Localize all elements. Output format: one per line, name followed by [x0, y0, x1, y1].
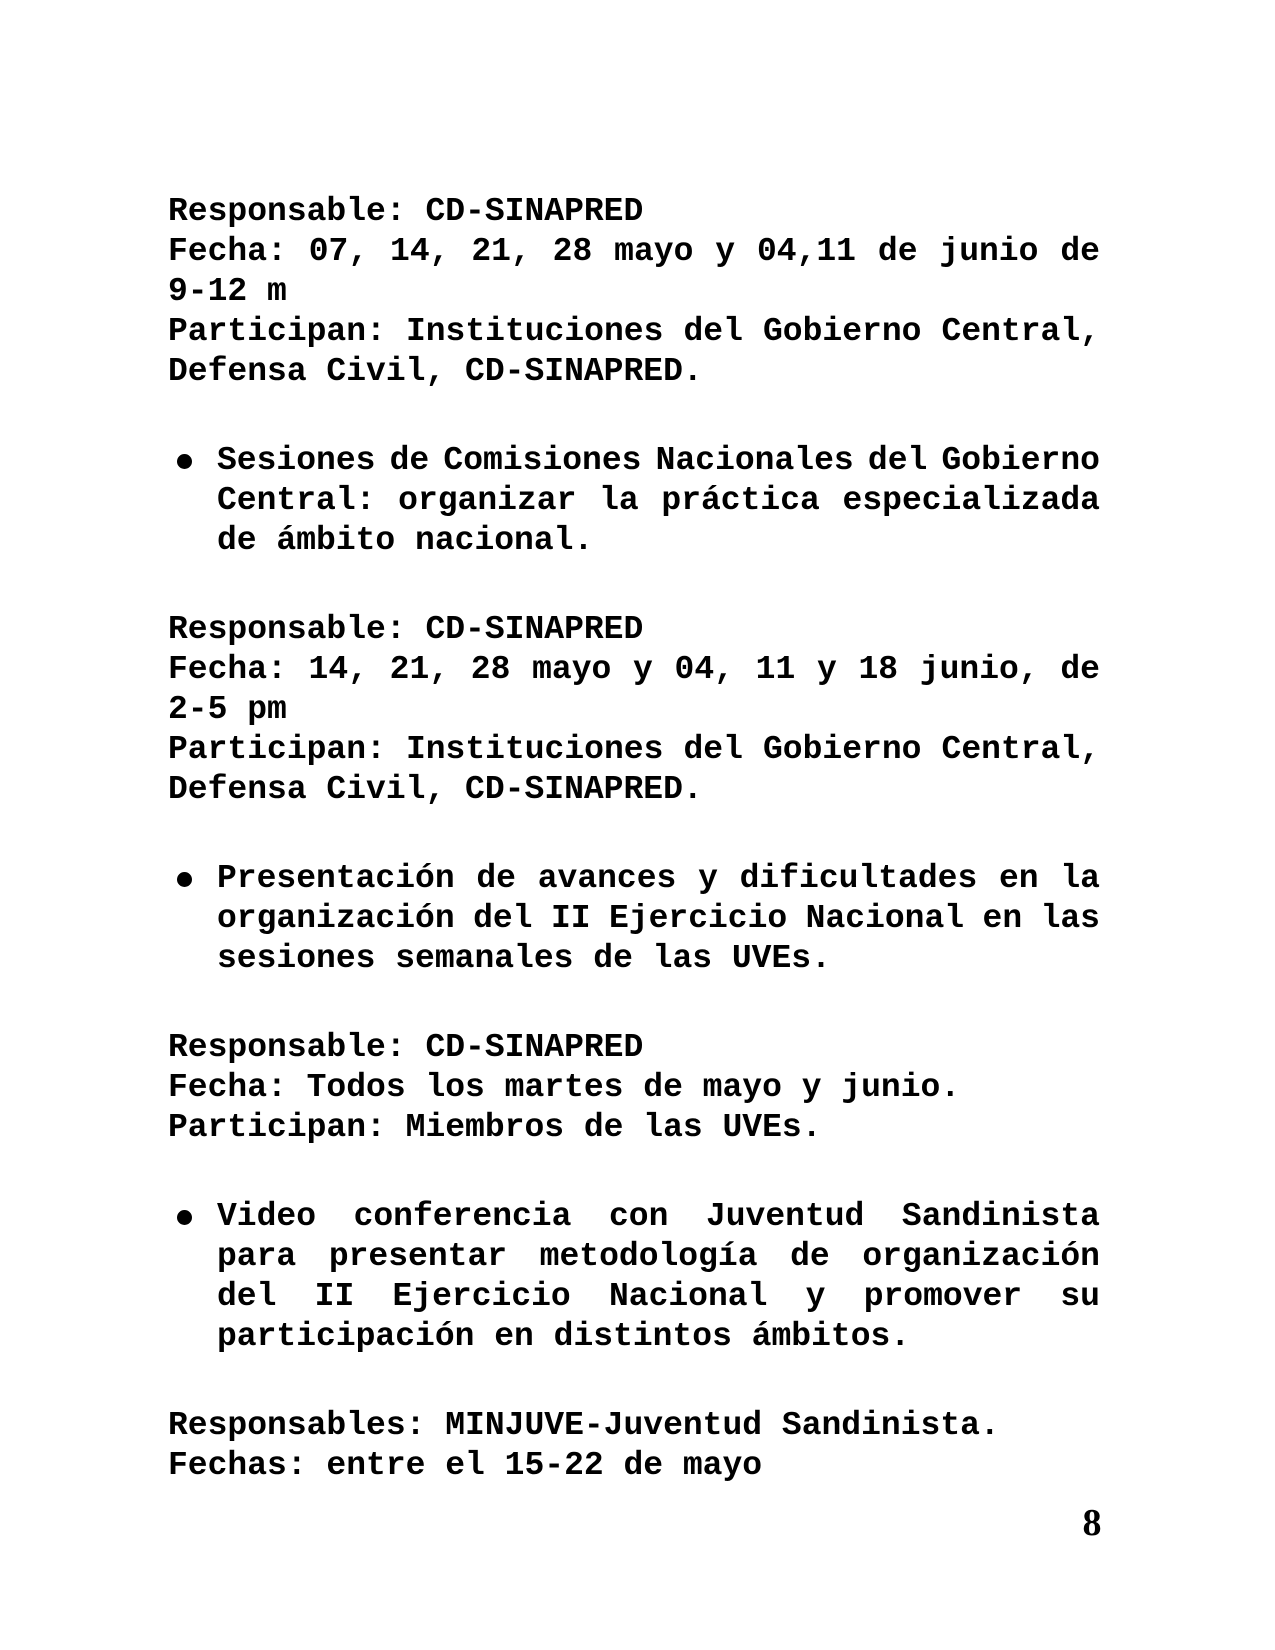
paragraph-block: [168, 610, 1100, 810]
bullet-item: [168, 1197, 1100, 1357]
text-line: Fechas: entre el 15-22 de mayo: [168, 1447, 763, 1484]
document-body: [168, 192, 1100, 1486]
page-number: 8: [1082, 1502, 1102, 1544]
paragraph-block: [168, 192, 1100, 392]
bullet-icon: [177, 1210, 192, 1225]
bullet-icon: [177, 872, 192, 887]
text-line: 9-12 m: [168, 273, 287, 310]
text-line: Sesiones de Comisiones Nacionales del Gobierno: [217, 442, 1100, 479]
text-line: Fecha: 14, 21, 28 mayo y 04, 11 y 18 junio, de: [168, 651, 1100, 688]
text-line: Responsable: CD-SINAPRED: [168, 611, 644, 648]
text-line: 2-5 pm: [168, 691, 287, 728]
text-line: Central: organizar la práctica especializada: [217, 482, 1100, 519]
text-line: organización del II Ejercicio Nacional en las: [217, 900, 1100, 937]
bullet-item: [168, 859, 1100, 979]
bullet-icon: [177, 454, 192, 469]
text-line: Participan: Miembros de las UVEs.: [168, 1109, 822, 1146]
text-line: Video conferencia con Juventud Sandinista: [217, 1198, 1100, 1235]
text-line: del II Ejercicio Nacional y promover su: [217, 1278, 1100, 1315]
text-line: participación en distintos ámbitos.: [217, 1318, 911, 1355]
text-line: sesiones semanales de las UVEs.: [217, 940, 831, 977]
text-line: Participan: Instituciones del Gobierno Central,: [168, 313, 1100, 350]
paragraph-block: [168, 1406, 1100, 1486]
text-line: para presentar metodología de organización: [217, 1238, 1100, 1275]
text-line: Participan: Instituciones del Gobierno Central,: [168, 731, 1100, 768]
text-line: Fecha: Todos los martes de mayo y junio.: [168, 1069, 961, 1106]
paragraph-block: [168, 1028, 1100, 1148]
bullet-item: [168, 441, 1100, 561]
text-line: Defensa Civil, CD-SINAPRED.: [168, 353, 703, 390]
text-line: Fecha: 07, 14, 21, 28 mayo y 04,11 de junio de: [168, 233, 1100, 270]
text-line: Defensa Civil, CD-SINAPRED.: [168, 771, 703, 808]
text-line: Responsables: MINJUVE-Juventud Sandinista.: [168, 1407, 1000, 1444]
text-line: Responsable: CD-SINAPRED: [168, 1029, 644, 1066]
text-line: Presentación de avances y dificultades en la: [217, 860, 1100, 897]
text-line: de ámbito nacional.: [217, 522, 594, 559]
text-line: Responsable: CD-SINAPRED: [168, 193, 644, 230]
